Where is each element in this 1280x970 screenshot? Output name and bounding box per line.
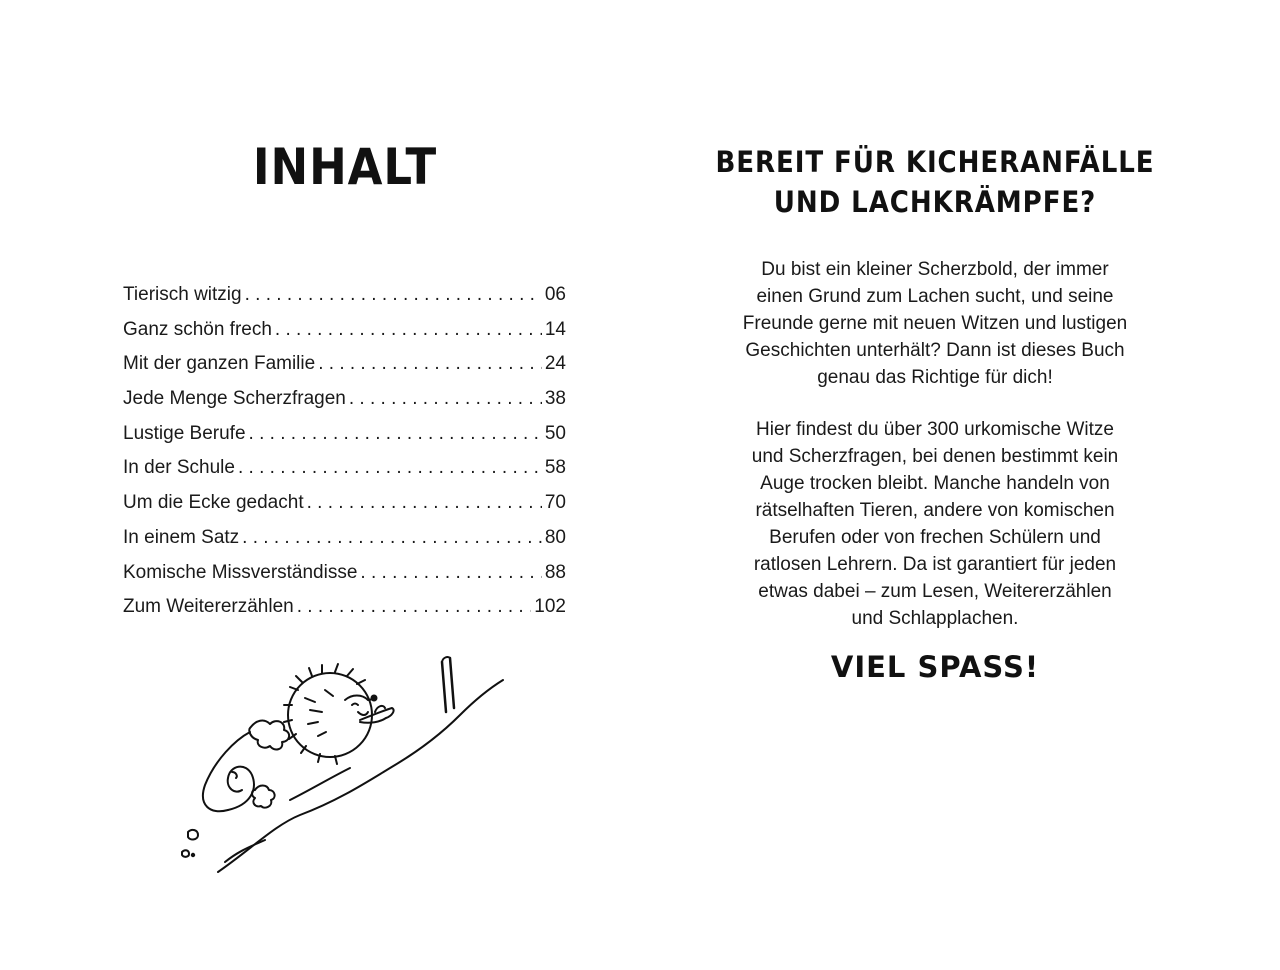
toc-label: In der Schule [123, 457, 235, 479]
hedgehog-rolling-downhill-icon [180, 650, 510, 875]
toc-page-number: 70 [544, 492, 566, 514]
right-page [640, 0, 1280, 970]
toc-page-number: 24 [544, 353, 566, 375]
intro-heading-line: UND LACHKRÄMPFE? [773, 185, 1097, 219]
toc-page-number: 102 [534, 596, 566, 618]
closing-line: VIEL SPASS! [830, 650, 1040, 684]
toc-leader-dots [307, 492, 542, 514]
intro-heading-line: BEREIT FÜR KICHERANFÄLLE [715, 145, 1155, 179]
toc-label: Jede Menge Scherzfragen [123, 388, 346, 410]
toc-label: Zum Weitererzählen [123, 596, 294, 618]
toc-entry [123, 423, 566, 458]
toc-label: Mit der ganzen Familie [123, 353, 316, 375]
toc-leader-dots [318, 353, 542, 375]
toc-leader-dots [242, 527, 542, 549]
toc-page-number: 58 [544, 457, 566, 479]
intro-paragraph: Du bist ein kleiner Scherzbold, der immer einen Grund zum Lachen sucht, und seine Freunde gerne mit neuen Witzen und lustigen Geschichten unterhält? Dann ist dieses Buch genau das Richtige für dich! [742, 259, 1128, 388]
toc-leader-dots [360, 562, 541, 584]
toc-entry [123, 492, 566, 527]
toc-entry [123, 388, 566, 423]
toc-page-number: 80 [544, 526, 566, 548]
toc-entry [123, 457, 566, 492]
toc-title: INHALT [252, 138, 438, 196]
intro-heading [640, 142, 1230, 222]
toc-leader-dots [349, 388, 542, 410]
toc-label: Komische Missverständisse [123, 561, 358, 583]
table-of-contents [123, 284, 566, 631]
toc-page-number: 14 [544, 318, 566, 340]
toc-label: Lustige Berufe [123, 422, 246, 444]
toc-entry [123, 596, 566, 631]
toc-leader-dots [275, 319, 542, 341]
toc-label: In einem Satz [123, 526, 240, 548]
intro-paragraph: Hier findest du über 300 urkomische Witze und Scherzfragen, bei denen bestimmt kein Auge trocken bleibt. Manche handeln von rätselhaften Tieren, andere von komischen Berufen oder von frechen Schülern und ratlosen Lehrern. Da ist garantiert für jeden etwas dabei – zum Lesen, Weitererzählen und Schlapplachen. [751, 419, 1119, 629]
toc-entry [123, 527, 566, 562]
toc-entry [123, 562, 566, 597]
toc-label: Ganz schön frech [123, 318, 272, 340]
toc-leader-dots [238, 457, 542, 479]
toc-leader-dots [249, 423, 542, 445]
toc-leader-dots [245, 284, 542, 306]
toc-page-number: 06 [544, 284, 566, 305]
toc-entry [123, 353, 566, 388]
toc-page-number: 38 [544, 388, 566, 410]
toc-entry [123, 319, 566, 354]
toc-label: Um die Ecke gedacht [123, 492, 304, 514]
toc-page-number: 88 [544, 561, 566, 583]
toc-page-number: 50 [544, 422, 566, 444]
toc-entry [123, 284, 566, 319]
toc-leader-dots [297, 596, 532, 618]
toc-label: Tierisch witzig [123, 284, 242, 305]
